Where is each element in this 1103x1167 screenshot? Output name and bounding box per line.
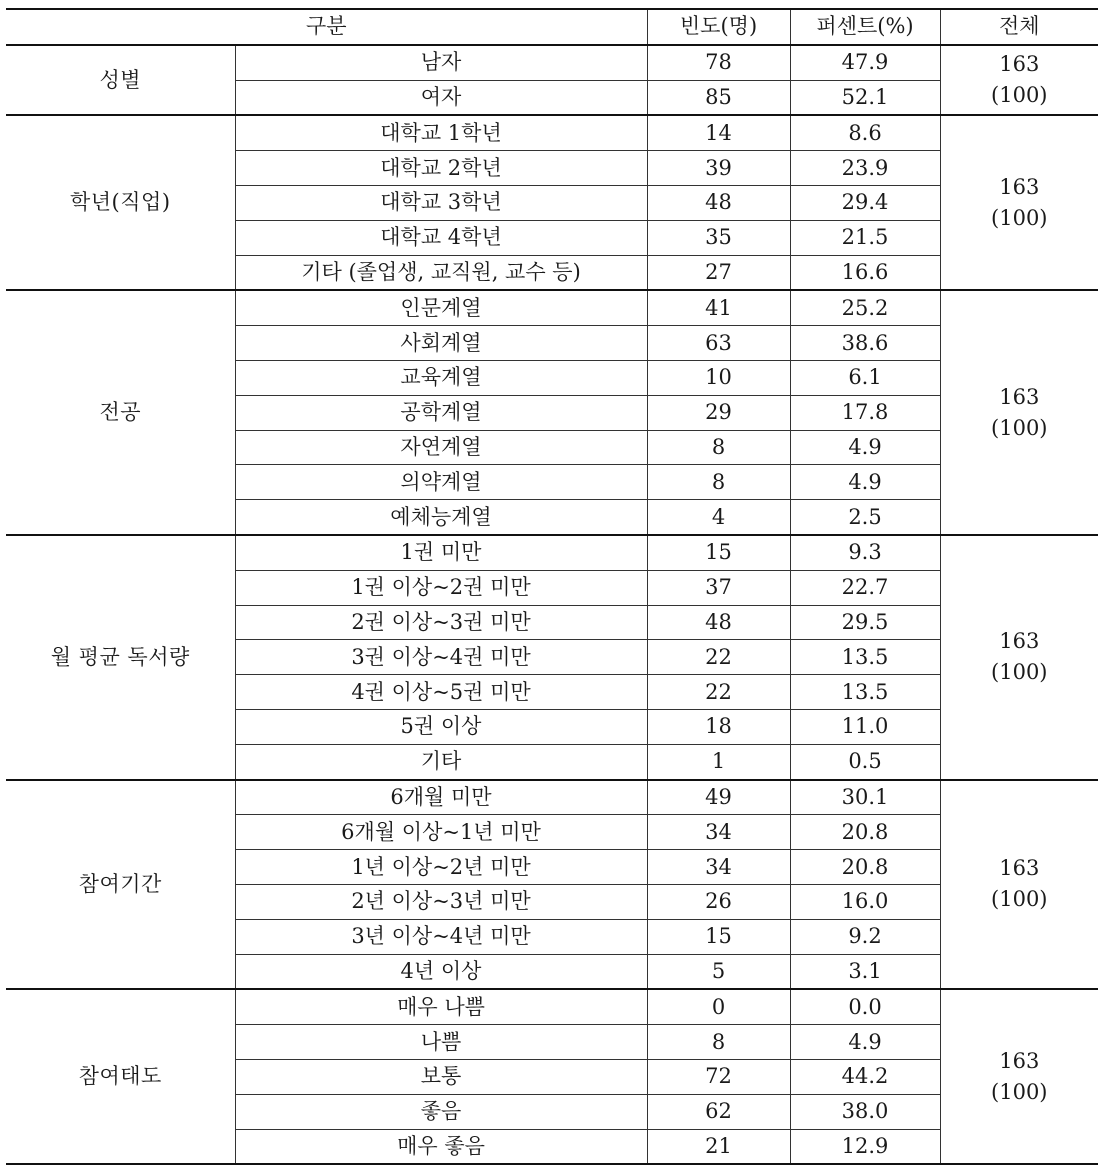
group-total-percent: (100) [991, 205, 1048, 230]
group-total-percent: (100) [991, 1079, 1048, 1104]
row-percent: 13.5 [790, 640, 940, 675]
row-frequency: 49 [647, 780, 790, 815]
demographics-table [6, 8, 1098, 1165]
row-frequency: 26 [647, 884, 790, 919]
row-frequency: 5 [647, 954, 790, 989]
group-total-count: 163 [999, 384, 1040, 409]
group-total-percent: (100) [991, 660, 1048, 685]
row-percent: 22.7 [790, 570, 940, 605]
group-total-count: 163 [999, 1048, 1040, 1073]
row-percent: 4.9 [790, 430, 940, 465]
row-item: 매우 나쁨 [235, 989, 647, 1024]
row-frequency: 8 [647, 465, 790, 500]
row-item: 1권 이상~2권 미만 [235, 570, 647, 605]
row-item: 6개월 이상~1년 미만 [235, 815, 647, 850]
row-percent: 29.5 [790, 605, 940, 640]
row-frequency: 22 [647, 640, 790, 675]
row-item: 교육계열 [235, 360, 647, 395]
row-percent: 12.9 [790, 1129, 940, 1164]
row-frequency: 8 [647, 430, 790, 465]
group-total-count: 163 [999, 52, 1040, 77]
row-percent: 13.5 [790, 675, 940, 710]
row-frequency: 27 [647, 255, 790, 290]
row-percent: 3.1 [790, 954, 940, 989]
row-item: 여자 [235, 80, 647, 115]
row-frequency: 48 [647, 185, 790, 220]
row-item: 1권 미만 [235, 535, 647, 570]
row-percent: 47.9 [790, 45, 940, 80]
row-percent: 6.1 [790, 360, 940, 395]
row-percent: 21.5 [790, 220, 940, 255]
row-item: 남자 [235, 45, 647, 80]
row-percent: 25.2 [790, 290, 940, 325]
row-frequency: 85 [647, 80, 790, 115]
row-frequency: 72 [647, 1059, 790, 1094]
row-percent: 11.0 [790, 709, 940, 744]
row-item: 기타 (졸업생, 교직원, 교수 등) [235, 255, 647, 290]
row-item: 대학교 1학년 [235, 115, 647, 150]
group-label: 참여태도 [6, 989, 235, 1164]
row-frequency: 39 [647, 151, 790, 186]
row-percent: 52.1 [790, 80, 940, 115]
row-frequency: 15 [647, 919, 790, 954]
row-item: 5권 이상 [235, 709, 647, 744]
group-total [940, 115, 1098, 290]
group-total [940, 780, 1098, 990]
row-percent: 29.4 [790, 185, 940, 220]
row-frequency: 41 [647, 290, 790, 325]
row-percent: 16.0 [790, 884, 940, 919]
group-total-percent: (100) [991, 415, 1048, 440]
row-frequency: 0 [647, 989, 790, 1024]
row-percent: 0.5 [790, 744, 940, 779]
row-item: 1년 이상~2년 미만 [235, 850, 647, 885]
row-percent: 4.9 [790, 465, 940, 500]
row-frequency: 34 [647, 850, 790, 885]
row-item: 4권 이상~5권 미만 [235, 675, 647, 710]
row-item: 대학교 3학년 [235, 185, 647, 220]
group-label: 학년(직업) [6, 115, 235, 290]
header-row [6, 9, 1098, 45]
row-percent: 8.6 [790, 115, 940, 150]
row-frequency: 18 [647, 709, 790, 744]
table-row [6, 115, 1098, 150]
row-item: 6개월 미만 [235, 780, 647, 815]
row-frequency: 21 [647, 1129, 790, 1164]
table-row [6, 780, 1098, 815]
table-row [6, 989, 1098, 1024]
row-frequency: 22 [647, 675, 790, 710]
header-frequency: 빈도(명) [647, 9, 790, 45]
row-percent: 38.6 [790, 326, 940, 361]
group-total-count: 163 [999, 856, 1040, 881]
row-frequency: 48 [647, 605, 790, 640]
row-frequency: 62 [647, 1094, 790, 1129]
row-percent: 44.2 [790, 1059, 940, 1094]
row-percent: 20.8 [790, 850, 940, 885]
row-percent: 16.6 [790, 255, 940, 290]
row-item: 예체능계열 [235, 500, 647, 535]
row-frequency: 1 [647, 744, 790, 779]
row-frequency: 63 [647, 326, 790, 361]
row-frequency: 14 [647, 115, 790, 150]
row-frequency: 8 [647, 1025, 790, 1060]
row-item: 대학교 4학년 [235, 220, 647, 255]
row-frequency: 29 [647, 395, 790, 430]
row-frequency: 34 [647, 815, 790, 850]
group-label: 성별 [6, 45, 235, 116]
row-frequency: 37 [647, 570, 790, 605]
group-total [940, 45, 1098, 116]
row-item: 대학교 2학년 [235, 151, 647, 186]
group-total-percent: (100) [991, 83, 1048, 108]
row-item: 좋음 [235, 1094, 647, 1129]
row-item: 의약계열 [235, 465, 647, 500]
row-frequency: 15 [647, 535, 790, 570]
row-item: 기타 [235, 744, 647, 779]
header-percent: 퍼센트(%) [790, 9, 940, 45]
row-percent: 9.2 [790, 919, 940, 954]
row-frequency: 35 [647, 220, 790, 255]
row-percent: 30.1 [790, 780, 940, 815]
row-percent: 0.0 [790, 989, 940, 1024]
table-row [6, 290, 1098, 325]
table-row [6, 45, 1098, 80]
row-item: 자연계열 [235, 430, 647, 465]
group-total-count: 163 [999, 629, 1040, 654]
row-percent: 9.3 [790, 535, 940, 570]
row-percent: 4.9 [790, 1025, 940, 1060]
group-label: 참여기간 [6, 780, 235, 990]
row-percent: 17.8 [790, 395, 940, 430]
row-item: 4년 이상 [235, 954, 647, 989]
row-item: 2년 이상~3년 미만 [235, 884, 647, 919]
group-total [940, 535, 1098, 780]
group-label: 월 평균 독서량 [6, 535, 235, 780]
row-item: 나쁨 [235, 1025, 647, 1060]
table-body [6, 45, 1098, 1165]
row-frequency: 78 [647, 45, 790, 80]
row-frequency: 10 [647, 360, 790, 395]
header-total: 전체 [940, 9, 1098, 45]
row-item: 매우 좋음 [235, 1129, 647, 1164]
row-percent: 38.0 [790, 1094, 940, 1129]
row-item: 사회계열 [235, 326, 647, 361]
row-percent: 2.5 [790, 500, 940, 535]
row-percent: 20.8 [790, 815, 940, 850]
group-total [940, 290, 1098, 535]
row-item: 3년 이상~4년 미만 [235, 919, 647, 954]
row-frequency: 4 [647, 500, 790, 535]
row-item: 인문계열 [235, 290, 647, 325]
row-item: 보통 [235, 1059, 647, 1094]
row-item: 2권 이상~3권 미만 [235, 605, 647, 640]
table-row [6, 535, 1098, 570]
row-item: 3권 이상~4권 미만 [235, 640, 647, 675]
row-item: 공학계열 [235, 395, 647, 430]
group-total-count: 163 [999, 174, 1040, 199]
group-total-percent: (100) [991, 887, 1048, 912]
row-percent: 23.9 [790, 151, 940, 186]
group-label: 전공 [6, 290, 235, 535]
group-total [940, 989, 1098, 1164]
header-category: 구분 [6, 9, 647, 45]
